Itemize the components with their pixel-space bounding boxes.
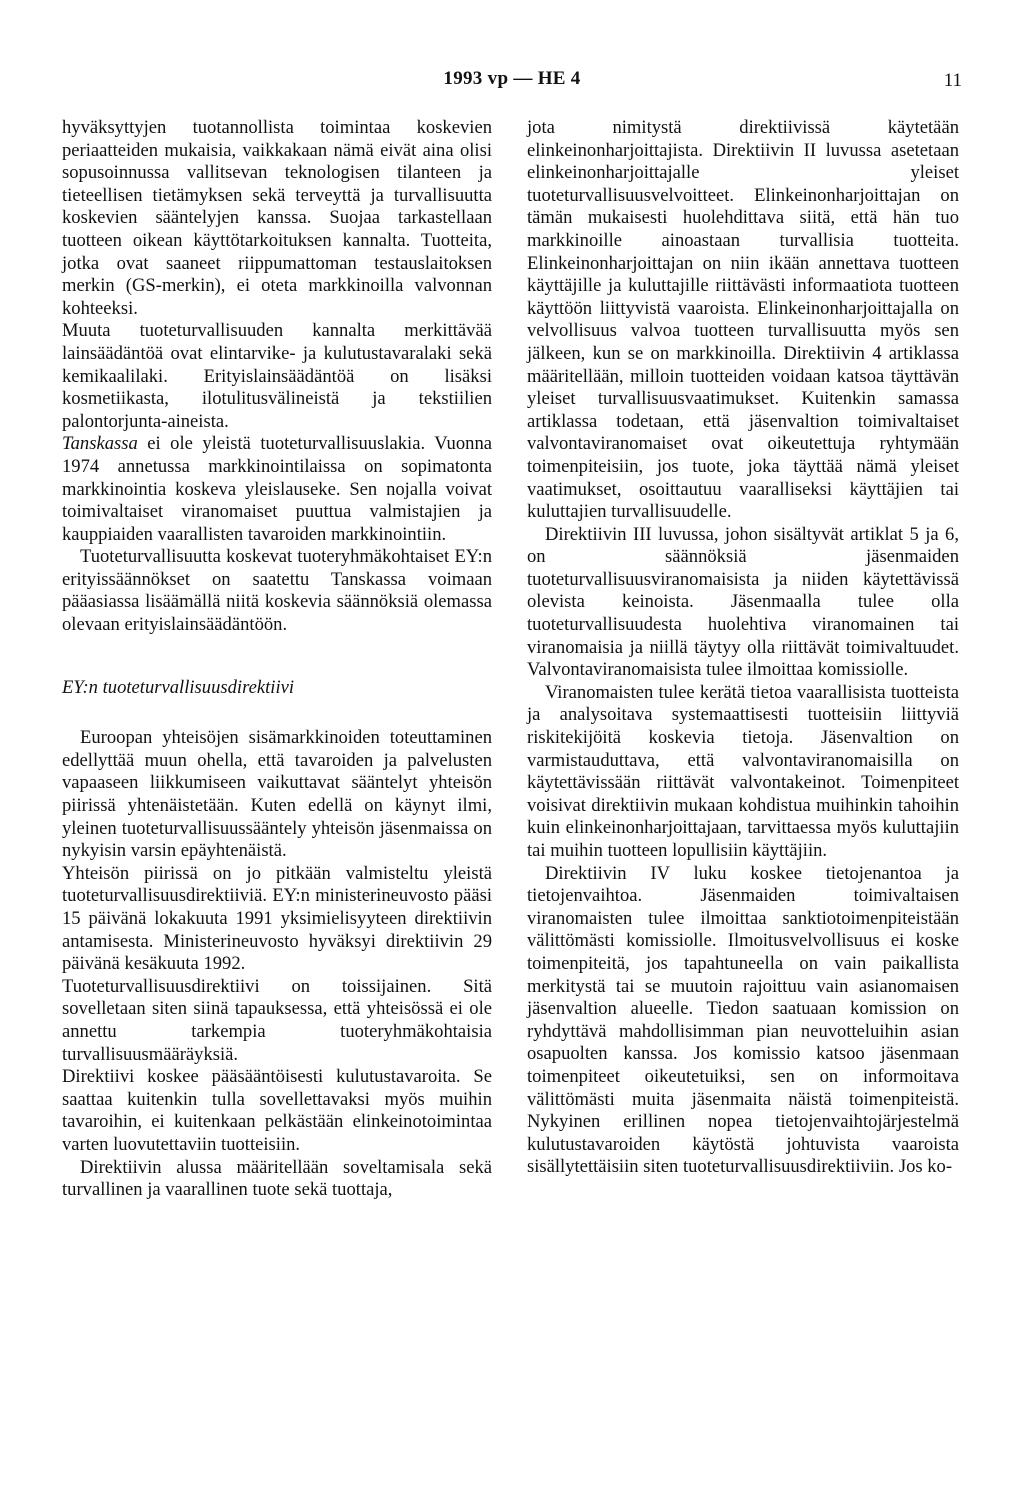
- paragraph: Direktiivin alussa määritellään soveltamisala sekä turvallinen ja vaarallinen tuote sekä tuottaja,: [62, 1156, 492, 1201]
- paragraph: [62, 433, 492, 546]
- paragraph: Tuoteturvallisuutta koskevat tuoteryhmäkohtaiset EY:n erityissäännökset on saatettu Tanskassa voimaan pääasiassa lisäämällä niitä koskevia säännöksiä olemassa olevaan erityislainsäädäntöön.: [62, 546, 492, 636]
- page-number: 11: [943, 70, 962, 91]
- paragraph: Euroopan yhteisöjen sisämarkkinoiden toteuttaminen edellyttää muun ohella, että tavaroiden ja palvelusten vapaaseen liikkumiseen vaikuttavat sääntelyt yhteisön piirissä yhtenäistetään. Kuten edellä on käynyt ilmi, yleinen tuoteturvallisuussääntely yhteisön jäsenmaissa on nykyisin varsin epäyhtenäistä.: [62, 727, 492, 862]
- paragraph: Tuoteturvallisuusdirektiivi on toissijainen. Sitä sovelletaan siten siinä tapauksessa, että yhteisössä ei ole annettu tarkempia tuoteryhmäkohtaisia turvallisuusmääräyksiä.: [62, 975, 492, 1065]
- right-column: [527, 117, 959, 1179]
- paragraph: Yhteisön piirissä on jo pitkään valmisteltu yleistä tuoteturvallisuusdirektiiviä. EY:n ministerineuvosto pääsi 15 päivänä lokakuuta 1991 yksimielisyyteen direktiivin antamisesta. Ministerineuvosto hyväksyi direktiivin 29 päivänä kesäkuuta 1992.: [62, 862, 492, 975]
- paragraph: hyväksyttyjen tuotannollista toimintaa koskevien periaatteiden mukaisia, vaikkakaan nämä eivät aina olisi sopusoinnussa vallitsevan teknologisen tilanteen ja tieteellisen tietämyksen sekä terveyttä ja turvallisuutta koskevien sääntelyjen kanssa. Suojaa tarkastellaan tuotteen oikean käyttötarkoituksen kannalta. Tuotteita, jotka ovat saaneet riippumattoman testauslaitoksen merkin (GS-merkin), ei oteta markkinoilla valvonnan kohteeksi.: [62, 117, 492, 319]
- section-heading: EY:n tuoteturvallisuusdirektiivi: [62, 676, 295, 698]
- left-column: [62, 117, 492, 1202]
- paragraph: Muuta tuoteturvallisuuden kannalta merkittävää lainsäädäntöä ovat elintarvike- ja kulutustavaralaki sekä kemikaalilaki. Erityislainsäädäntöä on lisäksi kosmetiikasta, ilotulitusvälineistä ja tekstiilien palontorjunta-aineista.: [62, 320, 492, 432]
- paragraph: Viranomaisten tulee kerätä tietoa vaarallisista tuotteista ja analysoitava systemaattisesti tuotteisiin liittyviä riskitekijöitä koskevia tietoja. Jäsenvaltion on varmistauduttava, että valvontaviranomaisilla on käytettävissään riittävät valvontakeinot. Toimenpiteet voisivat direktiivin mukaan kohdistua muihinkin tahoihin kuin elinkeinonharjoittajaan, tarvittaessa myös kuluttajiin tai muihin tuotteen lopullisiin käyttäjiin.: [527, 681, 959, 861]
- country-name: Tanskassa: [62, 433, 138, 455]
- paragraph-text: ei ole yleistä tuoteturvallisuuslakia. Vuonna 1974 annetussa markkinointilaissa on sopimatonta markkinointia koskeva yleislauseke. Sen nojalla voivat toimivaltaiset viranomaiset puuttua valmistajien ja kauppiaiden vaarallisten tavaroiden markkinointiin.: [62, 433, 492, 545]
- page-header: [0, 68, 1024, 98]
- paragraph: Direktiivi koskee pääsääntöisesti kulutustavaroita. Se saattaa kuitenkin tulla sovellettavaksi myös muihin tavaroihin, ei kuitenkaan pelkästään elinkeinotoimintaa varten luovutettaviin tuotteisiin.: [62, 1066, 492, 1155]
- paragraph: Direktiivin IV luku koskee tietojenantoa ja tietojenvaihtoa. Jäsenmaiden toimivaltaisen viranomaisten tulee ilmoittaa sanktiotoimenpiteistään välittömästi komissiolle. Ilmoitusvelvollisuus ei koske toimenpiteitä, jos tapahtuneella on vain paikallista merkitystä tai se muutoin rajoittuu vain asianomaisen jäsenvaltion alueelle. Tiedon saatuaan komission on ryhdyttävä mahdollisimman pian neuvotteluihin asian osapuolten kanssa. Jos komissio katsoo jäsenmaan toimenpiteet oikeutetuiksi, sen on informoitava välittömästi muita jäsenmaita näistä toimenpiteistä. Nykyinen erillinen nopea tietojenvaihtojärjestelmä kulutustavaroiden käytöstä johtuvista vaaroista sisällytettäisiin siten tuoteturvallisuusdirektiiviin. Jos ko-: [527, 862, 959, 1178]
- paragraph: Direktiivin III luvussa, johon sisältyvät artiklat 5 ja 6, on säännöksiä jäsenmaiden tuoteturvallisuusviranomaisista ja niiden käytettävissä olevista keinoista. Jäsenmaalla tulee olla tuoteturvallisuudesta huolehtiva viranomainen tai viranomaisia ja niillä täytyy olla riittävät toimivaltuudet. Valvontaviranomaisista tulee ilmoittaa komissiolle.: [527, 523, 959, 681]
- running-head: 1993 vp — HE 4: [443, 68, 581, 89]
- paragraph: jota nimitystä direktiivissä käytetään elinkeinonharjoittajista. Direktiivin II luvussa asetetaan elinkeinonharjoittajalle yleiset tuoteturvallisuusvelvoitteet. Elinkeinonharjoittajan on tämän mukaisesti huolehdittava siitä, että hän tuo markkinoille ainoastaan turvallisia tuotteita. Elinkeinonharjoittajan on niin ikään annettava tuotteen käyttäjille ja kuluttajille riittävästi informaatiota tuotteen käyttöön liittyvistä vaaroista. Elinkeinonharjoittajalla on velvollisuus valvoa tuotteen turvallisuutta myös sen jälkeen, kun se on markkinoilla. Direktiivin 4 artiklassa määritellään, milloin tuotteiden voidaan katsoa täyttävän yleiset turvallisuusvaatimukset. Kuitenkin samassa artiklassa todetaan, että jäsenvaltion toimivaltaiset valvontaviranomaiset ovat oikeutettuja ryhtymään toimenpiteisiin, jos tuote, joka täyttää nämä yleiset vaatimukset, osoittautuu vaaralliseksi käyttäjien tai kuluttajien turvallisuudelle.: [527, 117, 959, 523]
